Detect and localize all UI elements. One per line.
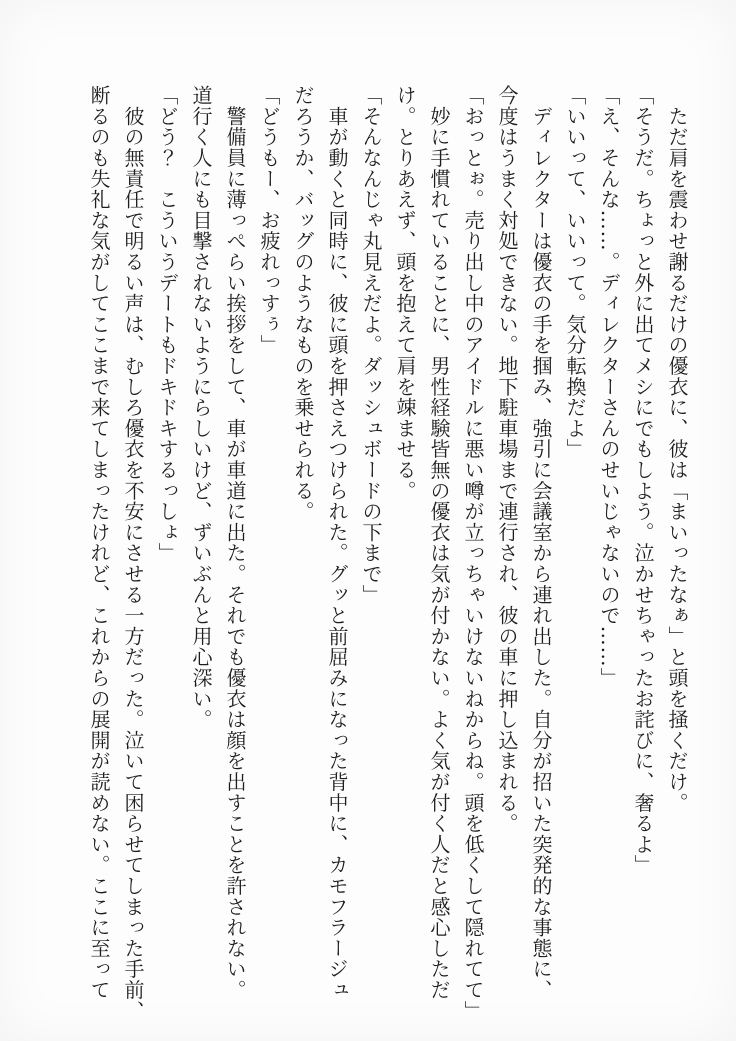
- text-line: 道行く人にも目撃されないようにらしいけど、ずいぶんと用心深い。: [189, 85, 213, 730]
- text-line: 「おっとぉ。売り出し中のアイドルに悪い噂が立っちゃいけないねからね。頭を低くして隠れてて」: [461, 85, 485, 1021]
- text-line: 「え、そんな……。ディレクターさんのせいじゃないので……」: [597, 85, 621, 689]
- text-line: け。とりあえず、頭を抱えて肩を竦ませる。: [393, 85, 417, 501]
- text-line: 妙に手慣れていることに、男性経験皆無の優衣は気が付かない。よく気が付く人だと感心しただ: [427, 85, 451, 1001]
- text-line: 「そうだ。ちょっと外に出てメシにでもしよう。泣かせちゃったお詫びに、奢るよ」: [631, 85, 655, 876]
- text-line: 「そんなんじゃ丸見えだよ。ダッシュボードの下まで」: [359, 85, 383, 605]
- text-line: ただ肩を震わせ謝るだけの優衣に、彼は「まいったなぁ」と頭を掻くだけ。: [665, 85, 689, 813]
- vertical-text-block: [82, 85, 694, 1030]
- text-line: だろうか、バッグのようなものを乗せられる。: [291, 85, 315, 522]
- text-line: 「どうもー、お疲れっすぅ」: [257, 85, 281, 356]
- text-line: 今度はうまく対処できない。地下駐車場まで連行され、彼の車に押し込まれる。: [495, 85, 519, 834]
- text-line: 車が動くと同時に、彼に頭を押さえつけられた。グッと前屈みになった背中に、カモフラージュ: [325, 85, 349, 1001]
- text-line: 断るのも失礼な気がしてここまで来てしまったけれど、これからの展開が読めない。ここに至って: [87, 85, 111, 1001]
- text-line: 警備員に薄っぺらい挨拶をして、車が車道に出た。それでも優衣は顔を出すことを許されない。: [223, 85, 247, 1001]
- text-line: 「いいって、いいって。気分転換だよ」: [563, 85, 587, 460]
- text-line: ディレクターは優衣の手を掴み、強引に会議室から連れ出した。自分が招いた突発的な事態に、: [529, 85, 553, 1001]
- text-line: 「どう？ こういうデートもドキドキするっしょ」: [155, 85, 179, 564]
- text-line: 彼の無責任で明るい声は、むしろ優衣を不安にさせる一方だった。泣いて困らせてしまった手前、: [121, 85, 145, 1021]
